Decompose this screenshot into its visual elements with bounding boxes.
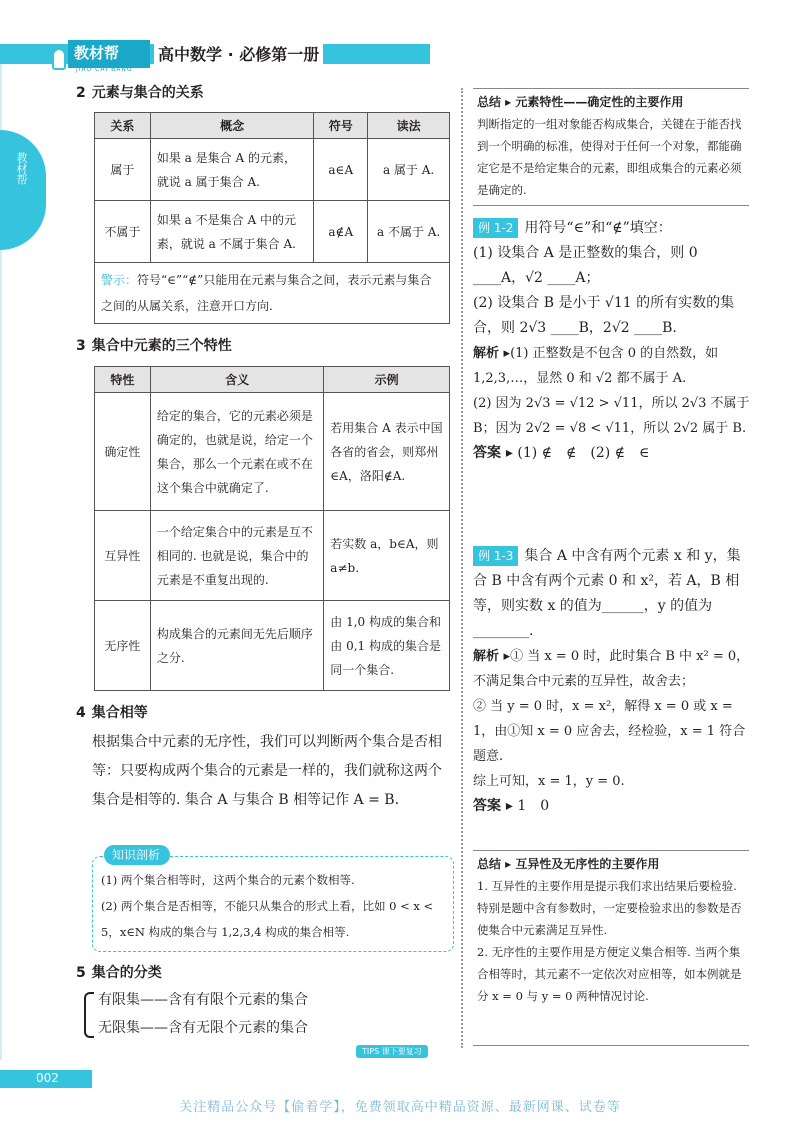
table-row [95, 511, 450, 601]
example-1-3: 例 1-3 集合 A 中含有两个元素 x 和 y，集合 B 中含有两个元素 0 和 x²，若 A，B 相等，则实数 x 的值为______，y 的值为________. 解析 ▸① 当 x = 0 时，此时集合 B 中 x² = 0，不满足集合中元素的互异性，故舍去； ② 当 y = 0 时，x = x²，解得 x = 0 或 x = 1，由①知 x = 0 应舍去，经检验，x = 1 符合题意. 综上可知，x = 1，y = 0. 答案 ▸ 1 0 [473, 548, 750, 814]
brace-icon [84, 992, 94, 1038]
solution-part: ② 当 y = 0 时，x = x²，解得 x = 0 或 x = 1，由①知 x = 0 应舍去，经检验，x = 1 符合题意. [473, 699, 746, 764]
cell: 互异性 [95, 511, 151, 601]
knowledge-note: (1) 两个集合相等时，这两个集合的元素个数相等. [101, 873, 355, 887]
cell: 属于 [95, 139, 151, 201]
col-header: 符号 [314, 113, 368, 139]
solution-part: 综上可知，x = 1，y = 0. [473, 774, 625, 789]
column-divider [461, 88, 463, 1048]
cell: 若用集合 A 表示中国各省的省会，则郑州∈A，洛阳∉A. [324, 393, 450, 511]
cell: a∉A [314, 201, 368, 263]
classification-list [98, 986, 418, 1042]
relation-table [94, 112, 450, 324]
col-header: 含义 [150, 367, 323, 393]
warning-label: 警示： [101, 273, 138, 287]
warning-text: 符号“∈”“∉”只能用在元素与集合之间，表示元素与集合之间的从属关系，注意开口方向. [101, 273, 432, 313]
answer-label: 答案 ▸ [473, 798, 513, 814]
section-2-heading: 2 元素与集合的关系 [76, 85, 204, 101]
summary-heading: 总结 ▸ 元素特性——确定性的主要作用 [477, 95, 684, 109]
question-part: (2) 设集合 B 是小于 √11 的所有实数的集合，则 2√3 ____B，2√2 ____B. [473, 295, 735, 336]
summary-box-1 [473, 88, 749, 206]
col-header: 概念 [150, 113, 313, 139]
cell: 不属于 [95, 201, 151, 263]
example-tag: 例 1-3 [473, 546, 518, 566]
cell: a∈A [314, 139, 368, 201]
summary-text: 1. 互异性的主要作用是提示我们求出结果后要检验. 特别是题中含有参数时，一定要检验求出的参数是否使集合中元素满足互异性. [477, 879, 742, 937]
cell: 给定的集合，它的元素必须是确定的，也就是说，给定一个集合，那么一个元素在或不在这个集合中就确定了. [150, 393, 323, 511]
solution-label: 解析 ▸ [473, 649, 511, 664]
summary-heading: 总结 ▸ 互异性及无序性的主要作用 [477, 857, 660, 871]
section-3-heading: 3 集合中元素的三个特性 [76, 338, 232, 354]
brand-logo: 教材帮 [68, 40, 150, 68]
table-row [95, 139, 450, 201]
table-row [95, 601, 450, 691]
cell: 无序性 [95, 601, 151, 691]
cell: 如果 a 是集合 A 的元素，就说 a 属于集合 A. [150, 139, 313, 201]
tips-badge: TIPS 课下要复习 [356, 1045, 428, 1058]
section-5-heading: 5 集合的分类 [76, 965, 162, 981]
cell: 构成集合的元素间无先后顺序之分. [150, 601, 323, 691]
knowledge-tag: 知识剖析 [104, 845, 170, 865]
summary-text: 2. 无序性的主要作用是方便定义集合相等. 当两个集合相等时，其元素不一定依次对应相等，如本例就是分 x = 0 与 y = 0 两种情况讨论. [477, 945, 742, 1003]
lightbulb-icon [52, 48, 66, 70]
table-note-row [95, 263, 450, 324]
col-header: 示例 [324, 367, 450, 393]
knowledge-box [92, 856, 454, 952]
summary-text: 判断指定的一组对象能否构成集合，关键在于能否找到一个明确的标准，使得对于任何一个对象，都能确定它是不是给定集合的元素，即组成集合的元素必须是确定的. [477, 117, 742, 197]
solution-label: 解析 ▸ [473, 346, 511, 361]
example-1-2: 例 1-2 用符号“∈”和“∉”填空： (1) 设集合 A 是正整数的集合，则 0 ____A，√2 ____A； (2) 设集合 B 是小于 √11 的所有实数的集合，则 2√3 ____B，2√2 ____B. 解析 ▸(1) 正整数是不包含 0 的自然数，如 1,2,3,…，显然 0 和 √2 都不属于 A. (2) 因为 2√3 = √12 > √11，所以 2√3 不属于 B；因为 2√2 = √8 < √11，所以 2√2 属于 B. 答案 ▸ (1) ∉ ∉ (2) ∉ ∈ [473, 220, 750, 461]
properties-table [94, 366, 450, 691]
equality-paragraph: 根据集合中元素的无序性，我们可以判断两个集合是否相等：只要构成两个集合的元素是一样的，我们就称这两个集合是相等的. 集合 A 与集合 B 相等记作 A = B. [92, 734, 442, 808]
col-header: 特性 [95, 367, 151, 393]
col-header: 关系 [95, 113, 151, 139]
cell: 确定性 [95, 393, 151, 511]
solution-part: (2) 因为 2√3 = √12 > √11，所以 2√3 不属于 B；因为 2√2 = √8 < √11，所以 2√2 属于 B. [473, 396, 750, 436]
cell: 如果 a 不是集合 A 中的元素，就说 a 不属于集合 A. [150, 201, 313, 263]
section-4-heading: 4 集合相等 [76, 705, 148, 721]
example-tag: 例 1-2 [473, 218, 518, 238]
question-part: (1) 设集合 A 是正整数的集合，则 0 ____A，√2 ____A； [473, 245, 698, 286]
book-title: 高中数学 · 必修第一册 [154, 42, 323, 65]
col-header: 读法 [368, 113, 450, 139]
answer-label: 答案 ▸ [473, 445, 513, 461]
cell: a 不属于 A. [368, 201, 450, 263]
table-row [95, 393, 450, 511]
side-tab [0, 130, 46, 250]
page-number: 002 [36, 1071, 59, 1085]
list-item: 无限集——含有无限个元素的集合 [98, 1020, 308, 1036]
cell: 由 1,0 构成的集合和由 0,1 构成的集合是同一个集合. [324, 601, 450, 691]
cell: 若实数 a，b∈A，则 a≠b. [324, 511, 450, 601]
table-row [95, 201, 450, 263]
footer-watermark: 关注精品公众号【偷着学】，免费领取高中精品资源、最新网课、试卷等 [179, 1100, 621, 1115]
knowledge-note: (2) 两个集合是否相等，不能只从集合的形式上看，比如 0 < x < 5，x∈N 构成的集合与 1,2,3,4 构成的集合相等. [101, 899, 434, 939]
cell: a 属于 A. [368, 139, 450, 201]
side-tab-label: 教材帮 [15, 152, 28, 185]
summary-box-2 [473, 850, 749, 1046]
brand-logo-subtitle: JIAO CAI BANG [76, 66, 133, 73]
cell: 一个给定集合中的元素是互不相同的. 也就是说，集合中的元素是不重复出现的. [150, 511, 323, 601]
list-item: 有限集——含有有限个元素的集合 [98, 992, 308, 1008]
